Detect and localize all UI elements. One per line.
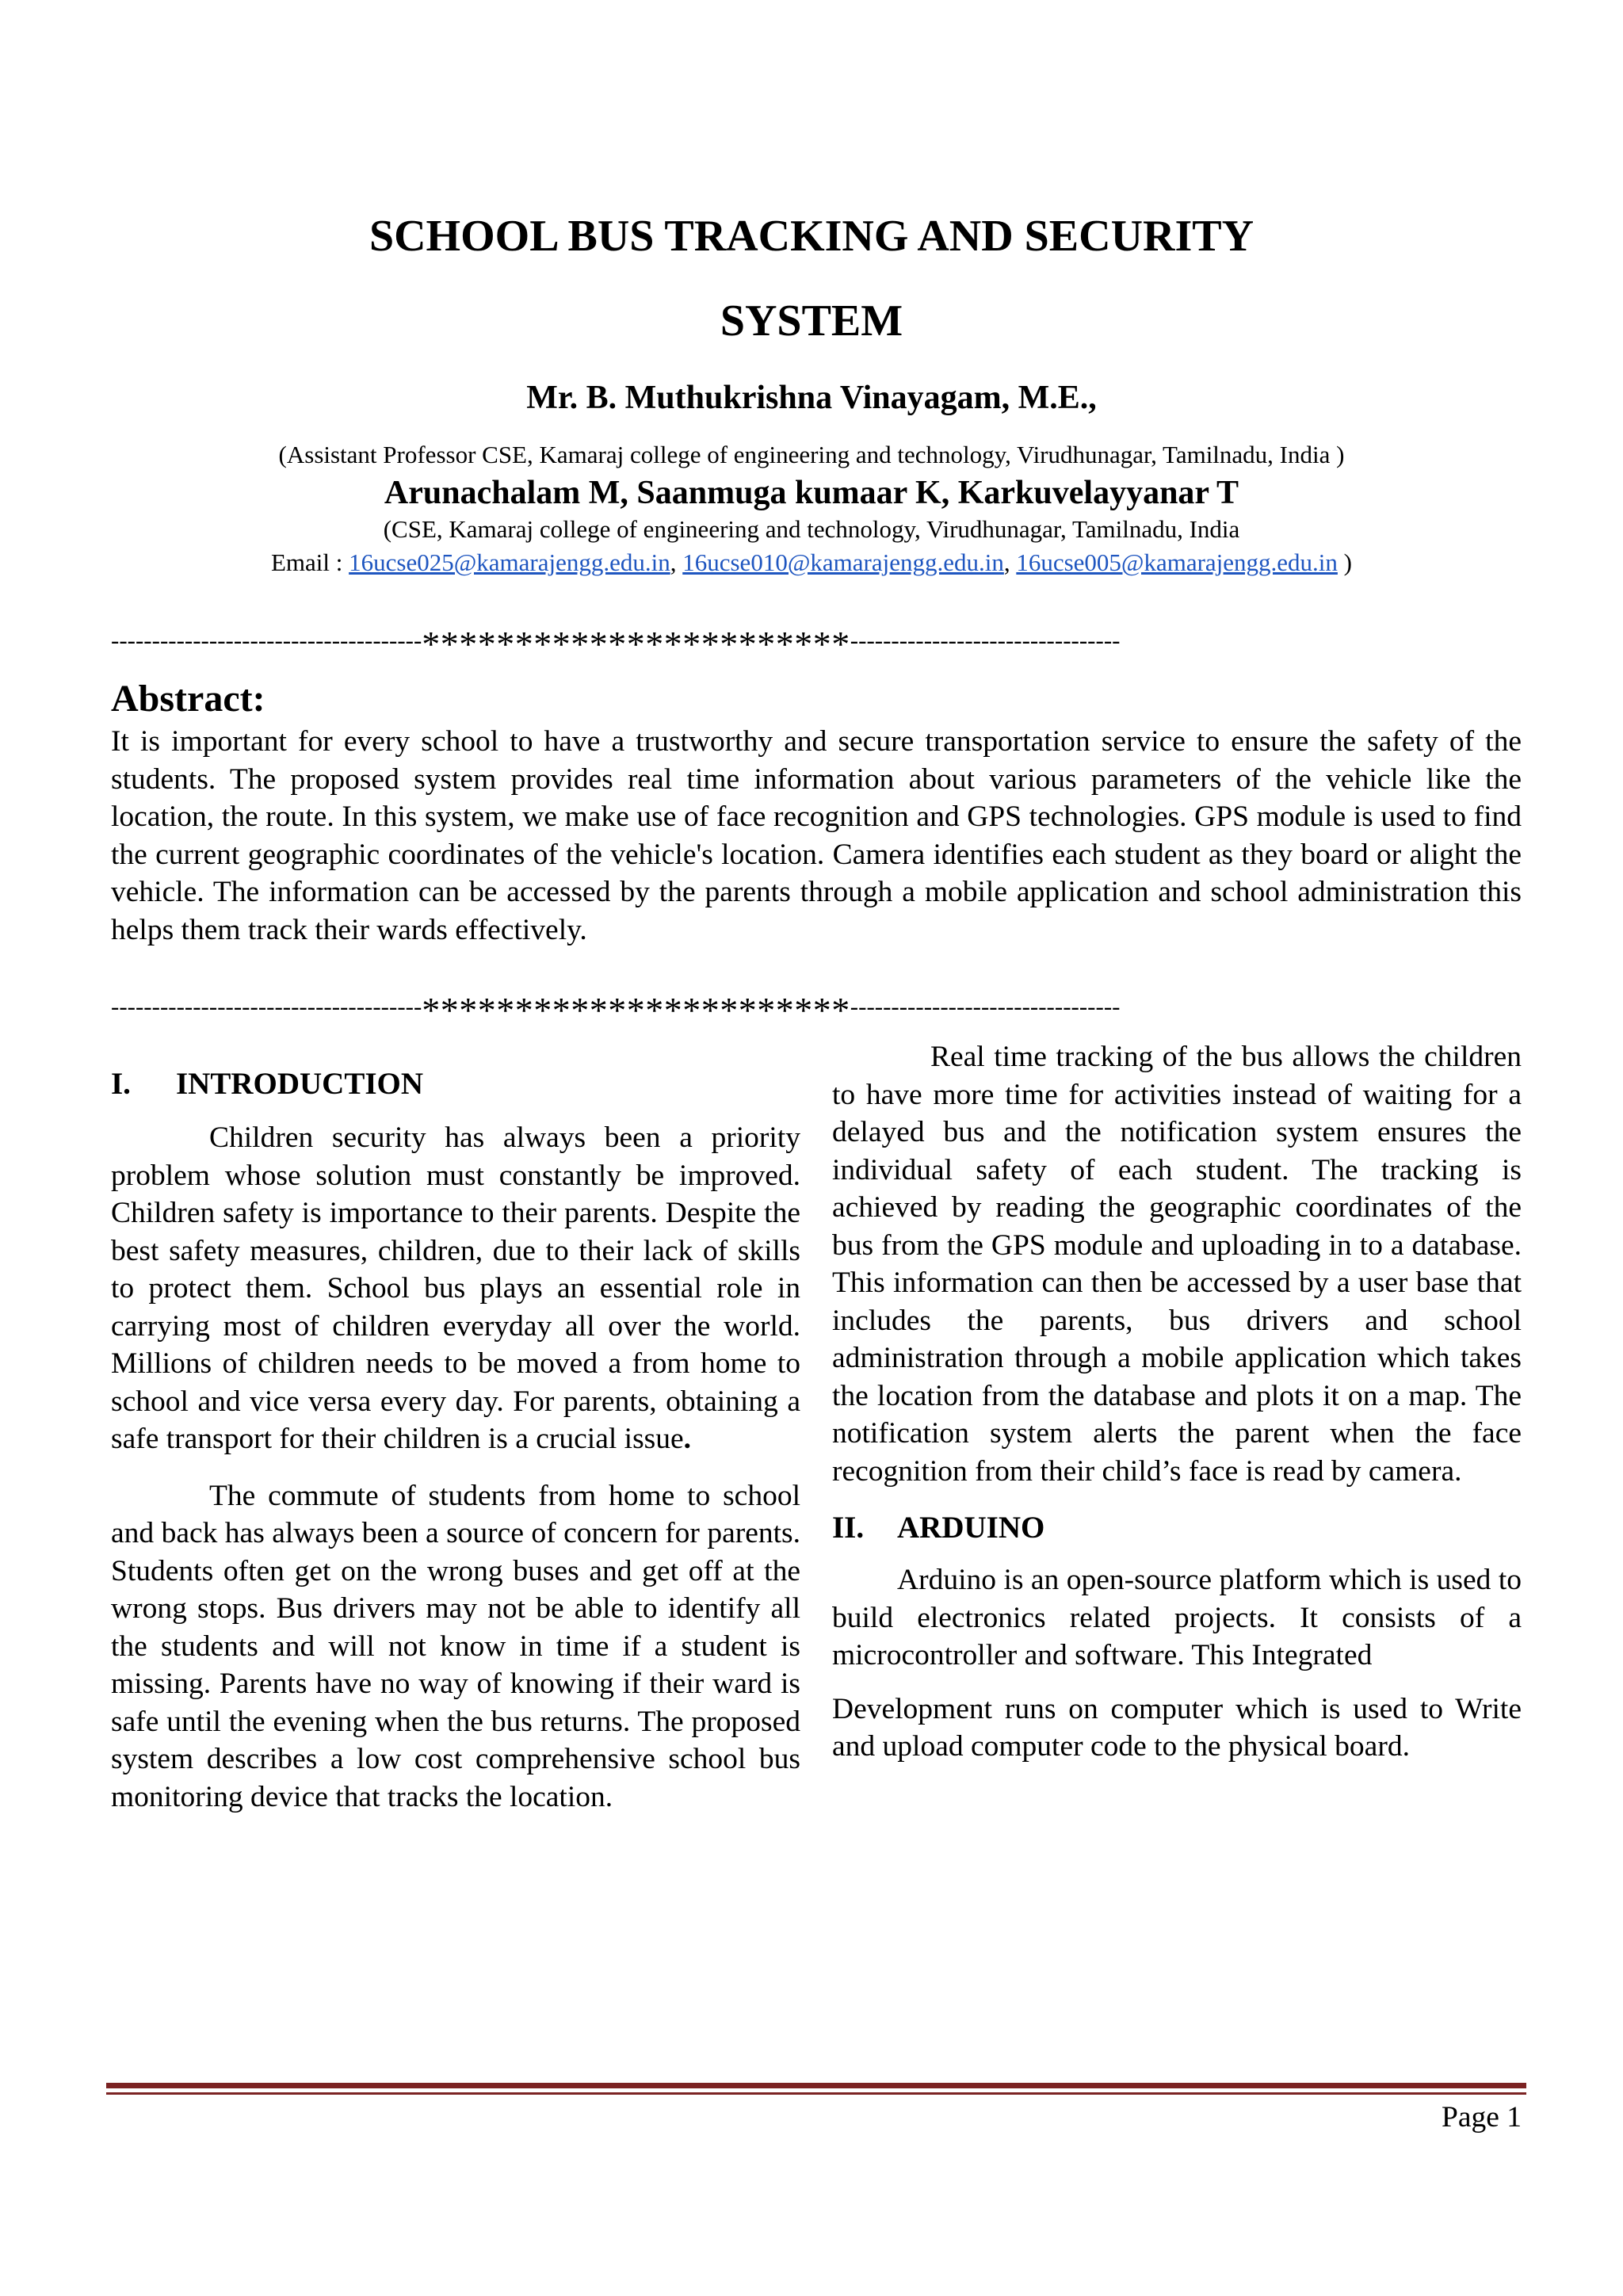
footer-rule	[106, 2083, 1526, 2088]
left-column	[111, 1038, 800, 1816]
abstract-heading: Abstract:	[111, 678, 265, 720]
right-column	[832, 1038, 1522, 1766]
co-authors: Arunachalam M, Saanmuga kumaar K, Karkuvelayyanar T	[384, 475, 1239, 511]
separator-dashes-left: --------------------------------------	[111, 992, 422, 1020]
intro-paragraph-1-end: .	[683, 1423, 692, 1455]
abstract-body: It is important for every school to have a trustworthy and secure transportation service to ensure the safety of the students. The proposed system provides real time information about various parameters of the vehicle like the location, the route. In this system, we make use of face recognition and GPS technologies. GPS module is used to find the current geographic coordinates of the vehicle's location. Camera identifies each student as they board or alight the vehicle. The information can be accessed by the parents through a mobile application and school administration this helps them track their wards effectively.	[111, 725, 1522, 946]
section-title: ARDUINO	[897, 1511, 1045, 1545]
intro-paragraph-1	[111, 1119, 800, 1458]
co-affiliation: (CSE, Kamaraj college of engineering and technology, Virudhunagar, Tamilnadu, India	[383, 515, 1240, 543]
paper-title-line-2: SYSTEM	[720, 296, 903, 346]
footer-rule-thin	[106, 2092, 1526, 2095]
separator-dashes-right: ---------------------------------	[850, 992, 1121, 1020]
separator-stars: ***********************	[422, 625, 850, 656]
separator-dashes-right: ---------------------------------	[850, 626, 1121, 654]
arduino-paragraph-2: Development runs on computer which is used to Write and upload computer code to the physical board.	[832, 1692, 1522, 1763]
separator-dashes-left: --------------------------------------	[111, 626, 422, 654]
paper-title-line-1: SCHOOL BUS TRACKING AND SECURITY	[369, 212, 1254, 261]
separator-top	[111, 625, 1522, 656]
arduino-paragraph-1: Arduino is an open-source platform which is used to build electronics related projects. It consists of a microcontroller and software. This Integrated	[832, 1564, 1522, 1671]
section-heading-introduction	[111, 1065, 800, 1103]
email-separator: ,	[1003, 548, 1017, 576]
email-label: Email :	[270, 548, 349, 576]
intro-paragraph-2: The commute of students from home to school and back has always been a source of concern for parents. Students often get on the wrong buses and get off at the wrong stops. Bus drivers may not be able to identify all the students and will not know in time if a student is missing. Parents have no way of knowing if their ward is safe until the evening when the bus returns. The proposed system describes a low cost comprehensive school bus monitoring device that tracks the location.	[111, 1479, 800, 1813]
separator-stars: ***********************	[422, 991, 850, 1022]
separator-bottom	[111, 991, 1522, 1022]
email-separator: ,	[670, 548, 683, 576]
email-link-1[interactable]: 16ucse025@kamarajengg.edu.in	[349, 548, 670, 576]
section-title: INTRODUCTION	[176, 1067, 424, 1101]
main-author: Mr. B. Muthukrishna Vinayagam, M.E.,	[526, 380, 1097, 416]
email-closing: )	[1337, 548, 1352, 576]
section-number: II.	[832, 1511, 865, 1545]
intro-paragraph-3: Real time tracking of the bus allows the children to have more time for activities instead of waiting for a delayed bus and the notification system ensures the individual safety of each student. The tracking is achieved by reading the geographic coordinates of the bus from the GPS module and uploading in to a database. This information can then be accessed by a user base that includes the parents, bus drivers and school administration through a mobile application which takes the location from the database and plots it on a map. The notification system alerts the parent when the face recognition from their child’s face is read by camera.	[832, 1041, 1522, 1488]
section-heading-arduino	[832, 1509, 1522, 1547]
page-number: Page 1	[1441, 2101, 1522, 2134]
intro-paragraph-1-text: Children security has always been a priority problem whose solution must constantly be improved. Children safety is importance to their parents. Despite the best safety measures, children, due to their lack of skills to protect them. School bus plays an essential role in carrying most of children everyday all over the world. Millions of children needs to be moved a from home to school and vice versa every day. For parents, obtaining a safe transport for their children is a crucial issue	[111, 1121, 800, 1455]
email-link-2[interactable]: 16ucse010@kamarajengg.edu.in	[682, 548, 1004, 576]
main-affiliation: (Assistant Professor CSE, Kamaraj college of engineering and technology, Virudhunagar, Tamilnadu, India )	[278, 441, 1345, 468]
email-line	[0, 545, 1623, 580]
section-number: I.	[111, 1067, 131, 1101]
email-link-3[interactable]: 16ucse005@kamarajengg.edu.in	[1016, 548, 1338, 576]
